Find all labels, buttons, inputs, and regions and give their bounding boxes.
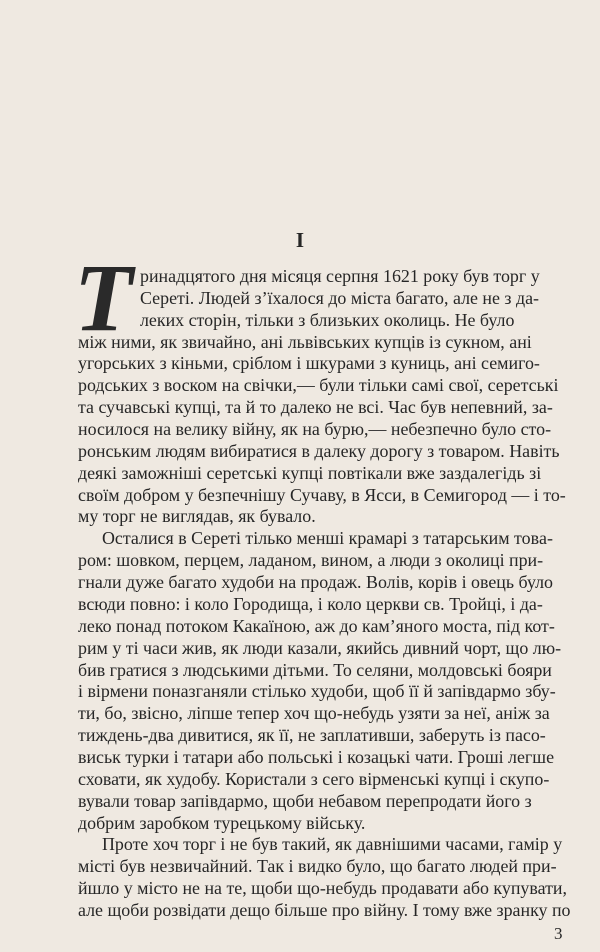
text-line: місті був незвичайний. Так і видко було, що багато людей при- — [78, 856, 557, 877]
chapter-number: I — [295, 228, 305, 252]
text-line: добрим заробком турецькому війську. — [78, 812, 366, 833]
text-line: і вірмени поназганяли стілько худоби, щоб її й запівдармо збу- — [78, 681, 556, 702]
page-number: 3 — [554, 923, 563, 943]
text-line: між ними, як звичайно, ані львівських купців із сукном, ані — [78, 331, 532, 352]
text-line: родських з воском на свічки,— були тільки самі свої, серетські — [78, 375, 559, 396]
text-line: ром: шовком, перцем, ладаном, вином, а люди з околиці при- — [78, 550, 544, 571]
text-line: ти, бо, звісно, ліпше тепер хоч що-небудь узяти за неї, аніж за — [78, 703, 550, 724]
text-line: леко понад потоком Какаїною, аж до кам’яного моста, під кот- — [78, 615, 555, 636]
text-line: вували товар запівдармо, щоби небавом перепродати його з — [78, 790, 532, 811]
text-line: носилося на велику війну, як на бурю,— небезпечно було сто- — [78, 419, 552, 440]
text-line: своїм добром у безпечнішу Сучаву, в Ясси, в Семигород — і то- — [78, 484, 566, 505]
text-line: та сучавські купці, та й то далеко не всі. Час був непевний, за- — [78, 397, 553, 418]
text-line: йшло у місто не на те, щоби що-небудь продавати або купувати, — [78, 878, 567, 899]
text-line: ринадцятого дня місяця серпня 1621 року був торг у — [140, 266, 540, 286]
drop-cap: Т — [74, 244, 133, 351]
text-line: рим у ті часи жив, як люди казали, якийсь дивний чорт, що лю- — [78, 637, 562, 658]
text-line: гнали дуже багато худоби на продаж. Волів, корів і овець було — [78, 572, 554, 593]
text-line: угорських з кіньми, сріблом і шкурами з куниць, ані семиго- — [78, 353, 540, 374]
text-line: але щоби розвідати дещо більше про війну. І тому вже зранку по — [78, 900, 571, 920]
text-line: деякі заможніші серетські купці повтікали вже заздалегідь зі — [78, 462, 542, 483]
text-line: леких сторін, тільки з близьких околиць. Не було — [140, 309, 515, 330]
text-line: Осталися в Сереті тілько менші крамарі з татарським товa- — [102, 528, 553, 549]
text-line: всюди повно: і коло Городища, і коло церкви св. Тройці, і да- — [78, 593, 543, 614]
text-line: виськ турки і татари або польські і козацькі чати. Гроші легше — [78, 746, 555, 767]
text-line: бив гратися з людськими дітьми. То селяни, молдовські бояри — [78, 659, 552, 680]
text-line: сховати, як худобу. Користали з сего вірменські купці і скупо- — [78, 768, 550, 789]
text-line: Проте хоч торг і не був такий, як давнішими часами, гамір у — [102, 834, 563, 855]
text-line: Сереті. Людей з’їхалося до міста багато, але не з да- — [140, 287, 540, 308]
text-line: му торг не виглядав, як бувало. — [78, 506, 316, 527]
text-line: тиждень-два дивитися, як її, не заплативши, заберуть із пасо- — [78, 725, 546, 746]
text-line: ронським людям вибиратися в далеку дорогу з товаром. Навіть — [78, 440, 560, 461]
